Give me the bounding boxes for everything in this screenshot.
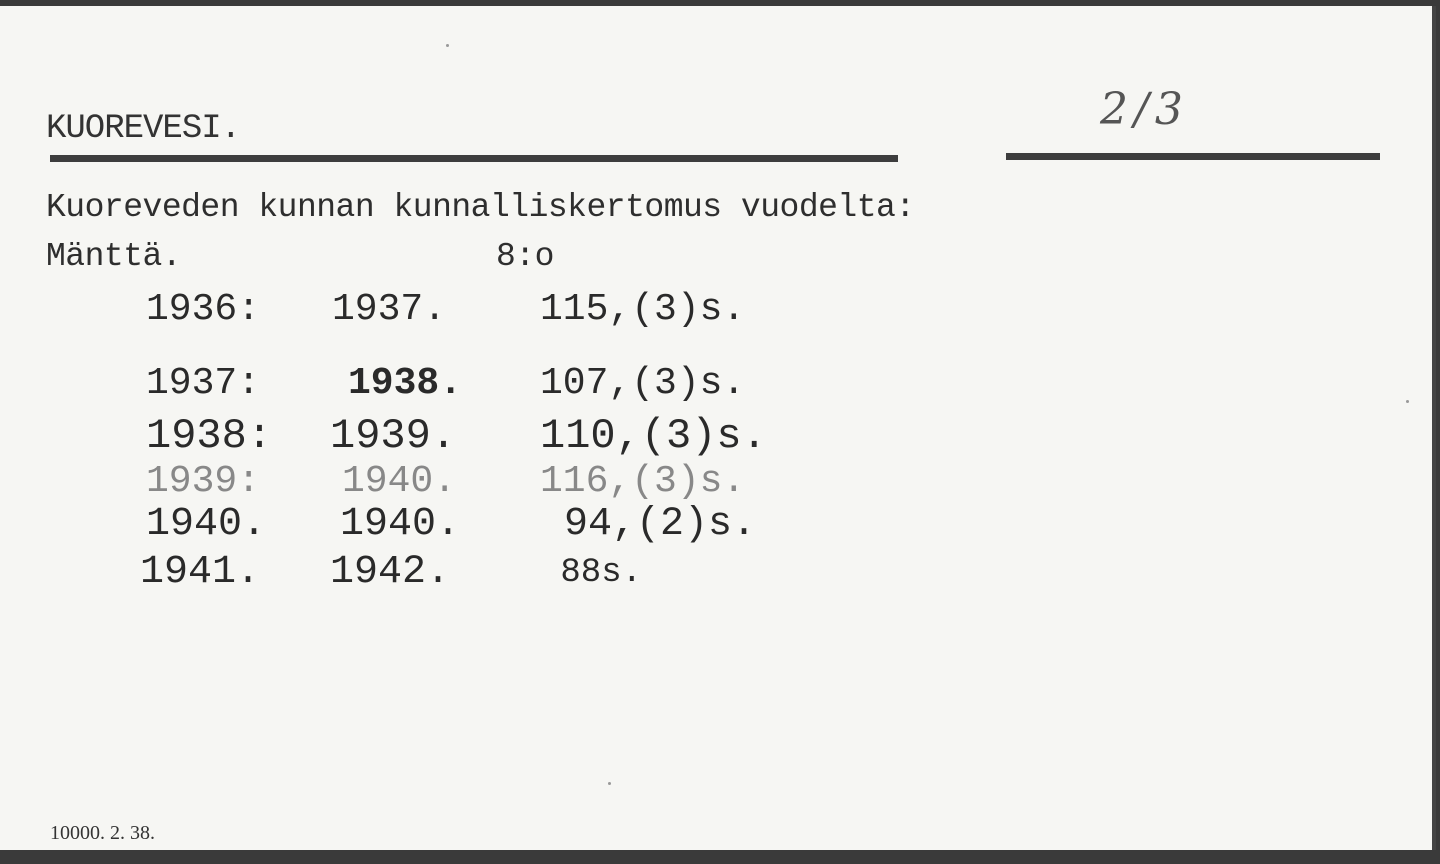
holding-published: 1942.	[330, 550, 451, 595]
holding-year: 1938:	[146, 412, 273, 460]
holding-pages: 116,(3)s.	[540, 460, 746, 503]
holding-published: 1938.	[348, 362, 463, 405]
holding-published: 1939.	[330, 412, 457, 460]
holding-pages: 88s.	[540, 554, 643, 592]
card-bottom-edge	[0, 850, 1440, 864]
holding-pages: 107,(3)s.	[540, 362, 746, 405]
card-heading: KUOREVESI.	[46, 110, 241, 148]
publication-place: Mänttä.	[46, 238, 182, 275]
paper-speck	[608, 782, 611, 785]
paper-speck	[1406, 400, 1409, 403]
heading-rule	[50, 155, 898, 162]
holding-year: 1939:	[146, 460, 261, 503]
holding-published: 1940.	[342, 460, 457, 503]
holding-published: 1940.	[340, 502, 461, 547]
holding-year: 1940.	[146, 502, 267, 547]
holding-pages: 115,(3)s.	[540, 288, 746, 331]
catalog-card	[0, 6, 1436, 850]
card-title: Kuoreveden kunnan kunnalliskertomus vuodelta:	[46, 189, 915, 226]
holding-year: 1941.	[140, 550, 261, 595]
call-number-rule	[1006, 153, 1380, 160]
format: 8:o	[496, 238, 554, 275]
paper-speck	[446, 44, 449, 47]
holding-year: 1937:	[146, 362, 261, 405]
holding-pages: 110,(3)s.	[540, 412, 767, 460]
holding-year: 1936:	[146, 288, 261, 331]
holding-pages: 94,(2)s.	[540, 502, 757, 547]
holding-published: 1937.	[332, 288, 447, 331]
print-code: 10000. 2. 38.	[50, 822, 155, 844]
call-number: 2/3	[1100, 84, 1189, 135]
